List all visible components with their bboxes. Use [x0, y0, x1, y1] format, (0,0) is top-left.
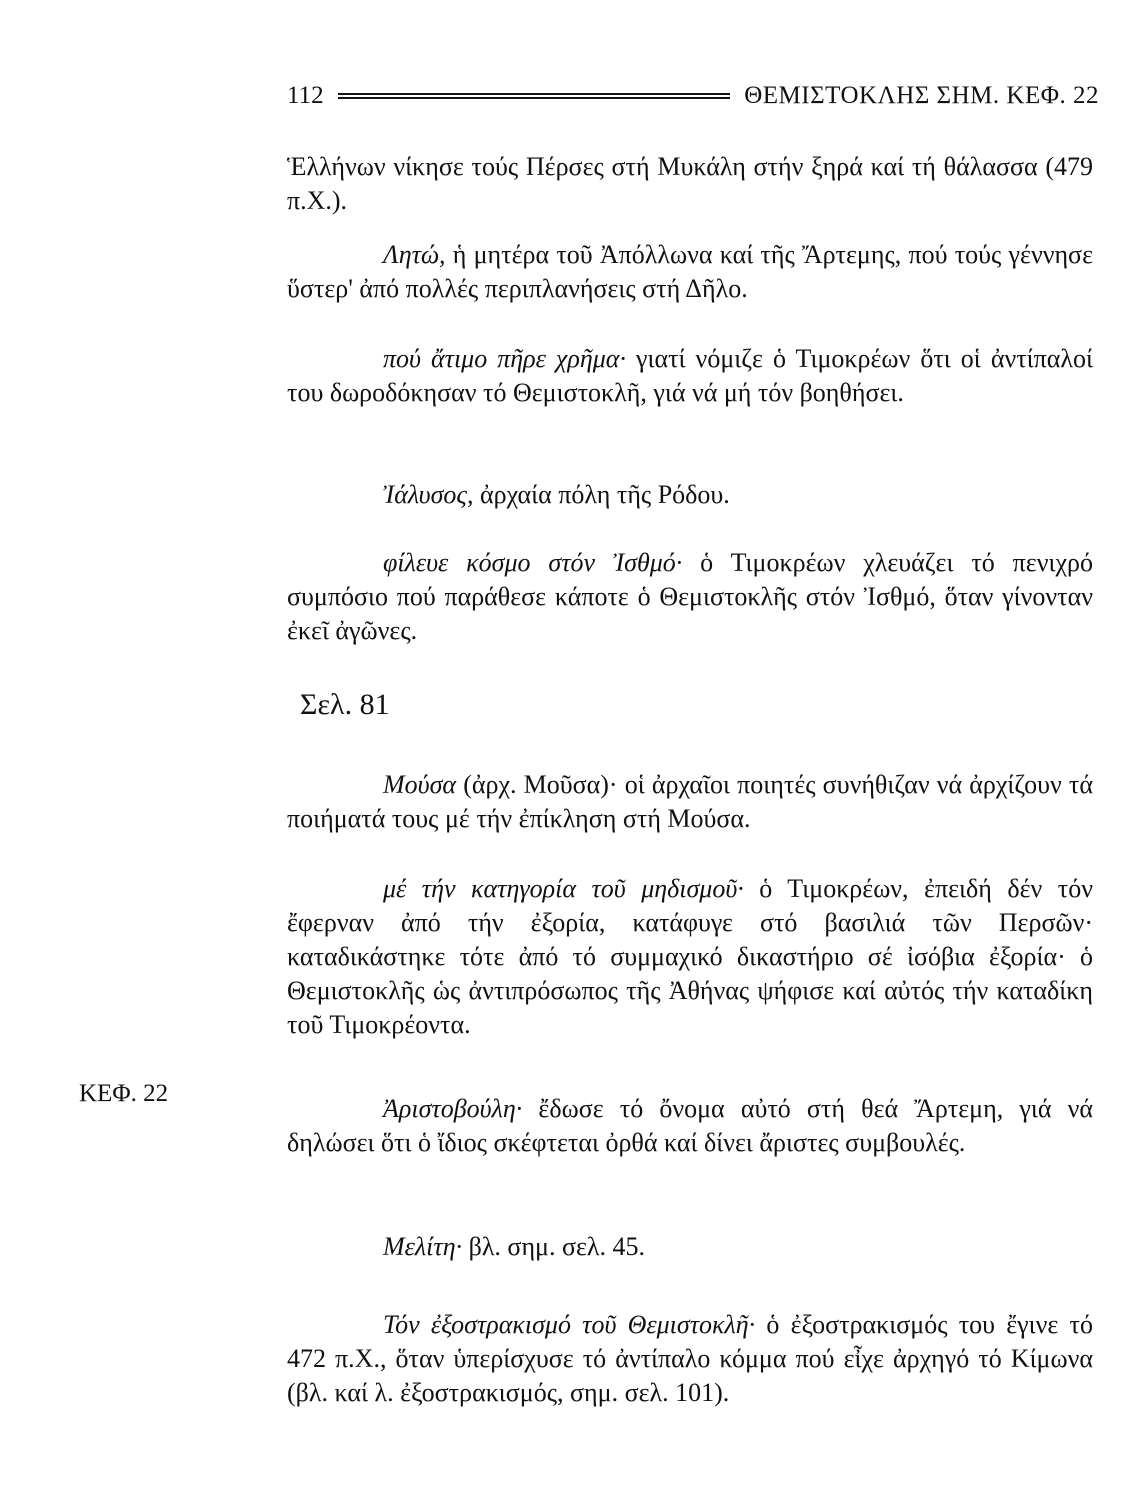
note-isthmos — [287, 546, 1093, 648]
note-mousa — [287, 768, 1093, 836]
header-double-rule — [338, 93, 731, 99]
paragraph-text: Ἑλλήνων νίκησε τούς Πέρσες στή Μυκάλη στήν ξηρά καί τή θάλασσα (479 π.Χ.). — [287, 152, 1093, 215]
note-exostrakismos — [287, 1308, 1093, 1410]
note-text: βλ. σημ. σελ. 45. — [462, 1232, 646, 1261]
note-term: Μελίτη· — [383, 1232, 463, 1261]
note-midismos — [287, 872, 1093, 1042]
note-text: ἔδωσε τό ὄνομα αὐτό στή θεά Ἄρτεμη, γιά νά δηλώσει ὅτι ὁ ἴδιος σκέφτεται ὀρθά καί δίνει ἄριστες συμβουλές. — [287, 1094, 1093, 1157]
note-term: Τόν ἐξοστρακισμό τοῦ Θεμιστοκλῆ· — [383, 1310, 756, 1339]
note-ialysos — [287, 478, 1093, 512]
note-text: ἀρχαία πόλη τῆς Ρόδου. — [473, 480, 730, 509]
note-text: γιατί νόμιζε ὁ Τιμοκρέων ὅτι οἱ ἀντίπαλοί του δωροδόκησαν τό Θεμιστοκλῆ, γιά νά μή τόν βοηθήσει. — [287, 344, 1093, 407]
note-text: ἡ μητέρα τοῦ Ἀπόλλωνα καί τῆς Ἄρτεμης, πού τούς γέννησε ὕστερ' ἀπό πολλές περιπλανήσεις στή Δῆλο. — [287, 240, 1093, 303]
note-term: πού ἄτιμο πῆρε χρῆμα· — [383, 344, 626, 373]
page-number: 112 — [287, 82, 324, 109]
section-heading: Σελ. 81 — [300, 688, 390, 721]
running-header — [287, 78, 1099, 114]
note-text: ὁ Τιμοκρέων χλευάζει τό πενιχρό συμπόσιο πού παράθεσε κάποτε ὁ Θεμιστοκλῆς στόν Ἰσθμό, ὅταν γίνονταν ἐκεῖ ἀγῶνες. — [287, 548, 1093, 645]
note-text: (ἀρχ. Μοῦσα)· οἱ ἀρχαῖοι ποιητές συνήθιζαν νά ἀρχίζουν τά ποιήματά τους μέ τήν ἐπίκληση στή Μούσα. — [287, 770, 1093, 833]
note-term: Ἀριστοβούλη· — [383, 1094, 523, 1123]
note-term: μέ τήν κατηγορία τοῦ μηδισμοῦ· — [383, 874, 744, 903]
note-term: Ἰάλυσος, — [383, 480, 474, 509]
note-text: ὁ ἐξοστρακισμός του ἔγινε τό 472 π.Χ., ὅταν ὑπερίσχυσε τό ἀντίπαλο κόμμα πού εἶχε ἀρχηγό τό Κίμωνα (βλ. καί λ. ἐξοστρακισμός, σημ. σελ. 101). — [287, 1310, 1093, 1407]
running-title: ΘΕΜΙΣΤΟΚΛΗΣ ΣΗΜ. ΚΕΦ. 22 — [744, 82, 1099, 109]
note-aristovouli — [287, 1092, 1093, 1160]
note-term: Μούσα — [383, 770, 457, 799]
note-term: φίλευε κόσμο στόν Ἰσθμό· — [383, 548, 683, 577]
paragraph-continuation — [287, 150, 1093, 218]
note-atimo-chrima — [287, 342, 1093, 410]
note-text: ὁ Τιμοκρέων, ἐπειδή δέν τόν ἔφερναν ἀπό τήν ἐξορία, κατάφυγε στό βασιλιά τῶν Περσῶν· καταδικάστηκε τότε ἀπό τό συμμαχικό δικαστήριο σέ ἰσόβια ἐξορία· ὁ Θεμιστοκλῆς ὡς ἀντιπρόσωπος τῆς Ἀθήνας ψήφισε καί αὐτός τήν καταδίκη τοῦ Τιμοκρέοντα. — [287, 874, 1093, 1039]
note-leto — [287, 238, 1093, 306]
note-term: Λητώ, — [383, 240, 446, 269]
note-meliti — [287, 1230, 1093, 1264]
margin-note-chapter: ΚΕΦ. 22 — [79, 1080, 169, 1107]
